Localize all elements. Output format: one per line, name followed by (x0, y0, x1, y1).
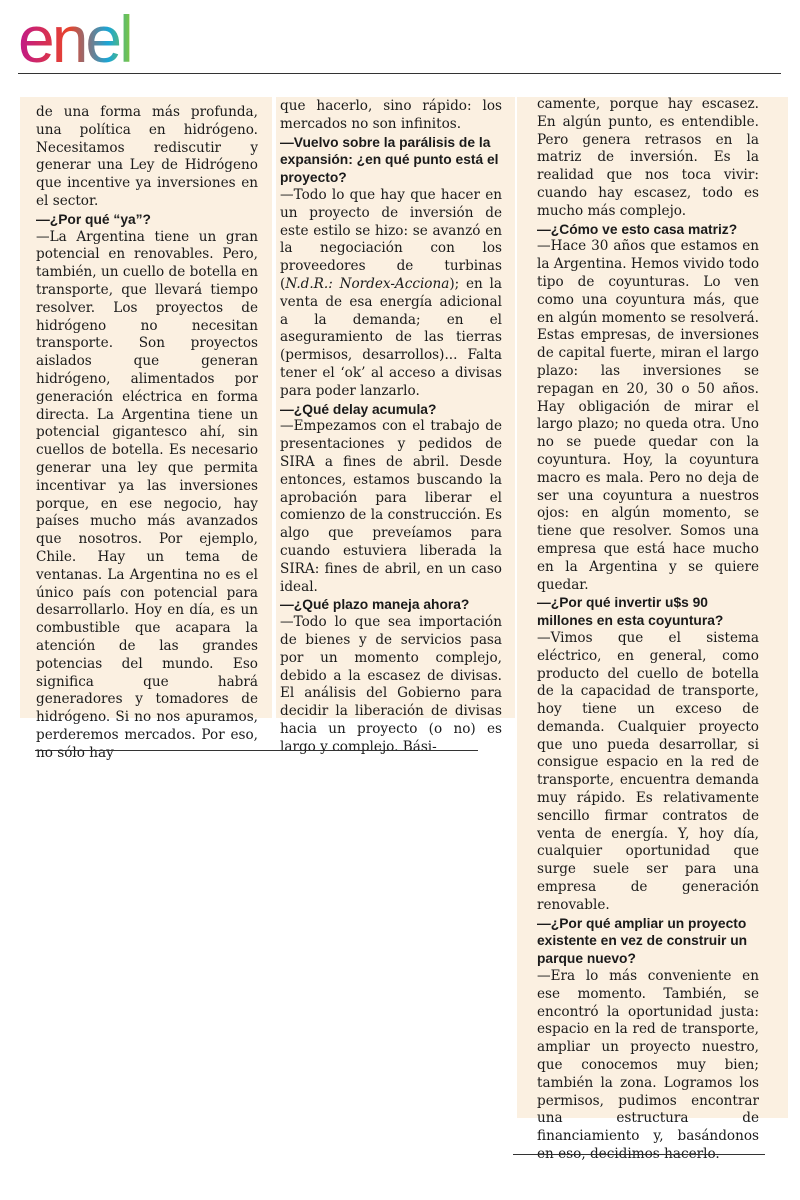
interview-question: —¿Por qué invertir u$s 90 millones en esta coyuntura? (537, 595, 724, 629)
interview-question: —¿Cómo ve esto casa matriz? (537, 221, 738, 237)
interview-question: —Vuelvo sobre la parálisis de la expansión: ¿en qué punto está el proyecto? (280, 134, 499, 186)
answer-text: ); en la venta de esa energía adicional a la demanda; en el aseguramiento de las tierras (permisos, desarrollos)... Falta tener el ‘ok’ al acceso a divisas para poder lanzarlo. (280, 275, 503, 399)
interview-answer: —Todo lo que sea importación de bienes y de servicios pasa por un momento complejo, debido a la escasez de divisas. El análisis del Gobierno para decidir la liberación de divisas hacia un proyecto (o no) es largo y complejo. Bási- (280, 614, 502, 755)
interview-answer: de una forma más profunda, una política en hidrógeno. Necesitamos rediscutir y generar una Ley de Hidrógeno que incentive ya inversiones en el sector. (36, 104, 258, 209)
interview-answer: —La Argentina tiene un gran potencial en renovables. Pero, también, un cuello de botella en transporte, que llevará tiempo resolver. Los proyectos de hidrógeno no necesitan transporte. Son proyectos aislados que generan hidrógeno, alimentados por generación eléctrica en forma directa. La Argentina tiene un potencial gigantesco ahí, sin cuellos de botella. Es necesario generar una ley que permita incentivar ya las inversiones porque, en ese negocio, hay países mucho más avanzados que nosotros. Por ejemplo, Chile. Hay un tema de ventanas. La Argentina no es el único país con potencial para desarrollarlo. Hoy en día, es un combustible que acapara la atención de las grandes potencias del mundo. Eso significa que habrá generadores y tomadores de hidrógeno. Si no nos apuramos, perderemos mercados. Por eso, no sólo hay (36, 228, 258, 761)
article-column-2 (280, 98, 502, 756)
header-rule (18, 73, 781, 74)
section-rule-left (35, 750, 478, 751)
article-column-3 (537, 96, 759, 1164)
interview-answer: camente, porque hay escasez. En algún punto, es entendible. Pero genera retrasos en la matriz de inversión. Es la realidad que nos toca vivir: cuando hay escasez, todo es mucho más complejo. (537, 96, 759, 219)
answer-text: —Todo lo que hay que hacer en un proyecto de inversión de este estilo se hizo: se avanzó en la negociación con los proveedores de turbinas ( (280, 186, 502, 292)
logo-text: enel (18, 6, 131, 68)
interview-question: —¿Qué delay acumula? (280, 401, 437, 417)
editor-note: N.d.R.: Nordex-Acciona (285, 275, 450, 292)
interview-answer: —Era lo más conveniente en ese momento. También, se encontró la oportunidad justa: espacio en la red de transporte, ampliar un proyecto nuestro, que conocemos muy bien; también la zona. Logramos los permisos, pudimos encontrar una estructura de financiamiento y, basándonos en eso, decidimos hacerlo. (537, 968, 759, 1163)
interview-answer: que hacerlo, sino rápido: los mercados no son infinitos. (280, 98, 502, 132)
interview-question: —¿Por qué ampliar un proyecto existente en vez de construir un parque nuevo? (537, 915, 748, 967)
enel-logo (18, 6, 188, 68)
interview-question: —¿Qué plazo maneja ahora? (280, 597, 470, 613)
interview-answer (280, 187, 502, 401)
interview-answer: —Vimos que el sistema eléctrico, en general, como producto del cuello de botella de la capacidad de transporte, hoy tiene un exceso de demanda. Cualquier proyecto que uno pueda desarrollar, si consigue espacio en la red de transporte, encuentra demanda muy rápido. Es relativamente sencillo firmar contratos de venta de energía. Y, hoy día, cualquier oportunidad que surge suele ser para una empresa de generación renovable. (537, 629, 759, 913)
article-column-1 (36, 104, 258, 762)
interview-answer: —Hace 30 años que estamos en la Argentina. Hemos vivido todo tipo de coyunturas. Lo ven como una coyuntura más, que en algún momento se resolverá. Estas empresas, de inversiones de capital fuerte, miran el largo plazo: las inversiones se repagan en 20, 30 o 50 años. Hay obligación de mirar el largo plazo; no queda otra. Uno no se puede quedar con la coyuntura. Hoy, la coyuntura macro es mala. Pero no deja de ser una coyuntura a nuestros ojos: en algún momento, se tiene que resolver. Somos una empresa que está hace mucho en la Argentina y se quiere quedar. (537, 238, 759, 593)
interview-answer: —Empezamos con el trabajo de presentaciones y pedidos de SIRA a fines de abril. Desde entonces, estamos buscando la aprobación para liberar el comienzo de la construcción. Es algo que preveíamos para cuando estuviera liberada la SIRA: fines de abril, en un caso ideal. (280, 418, 502, 595)
section-rule-right (513, 1154, 765, 1155)
interview-question: —¿Por qué “ya”? (36, 211, 151, 227)
